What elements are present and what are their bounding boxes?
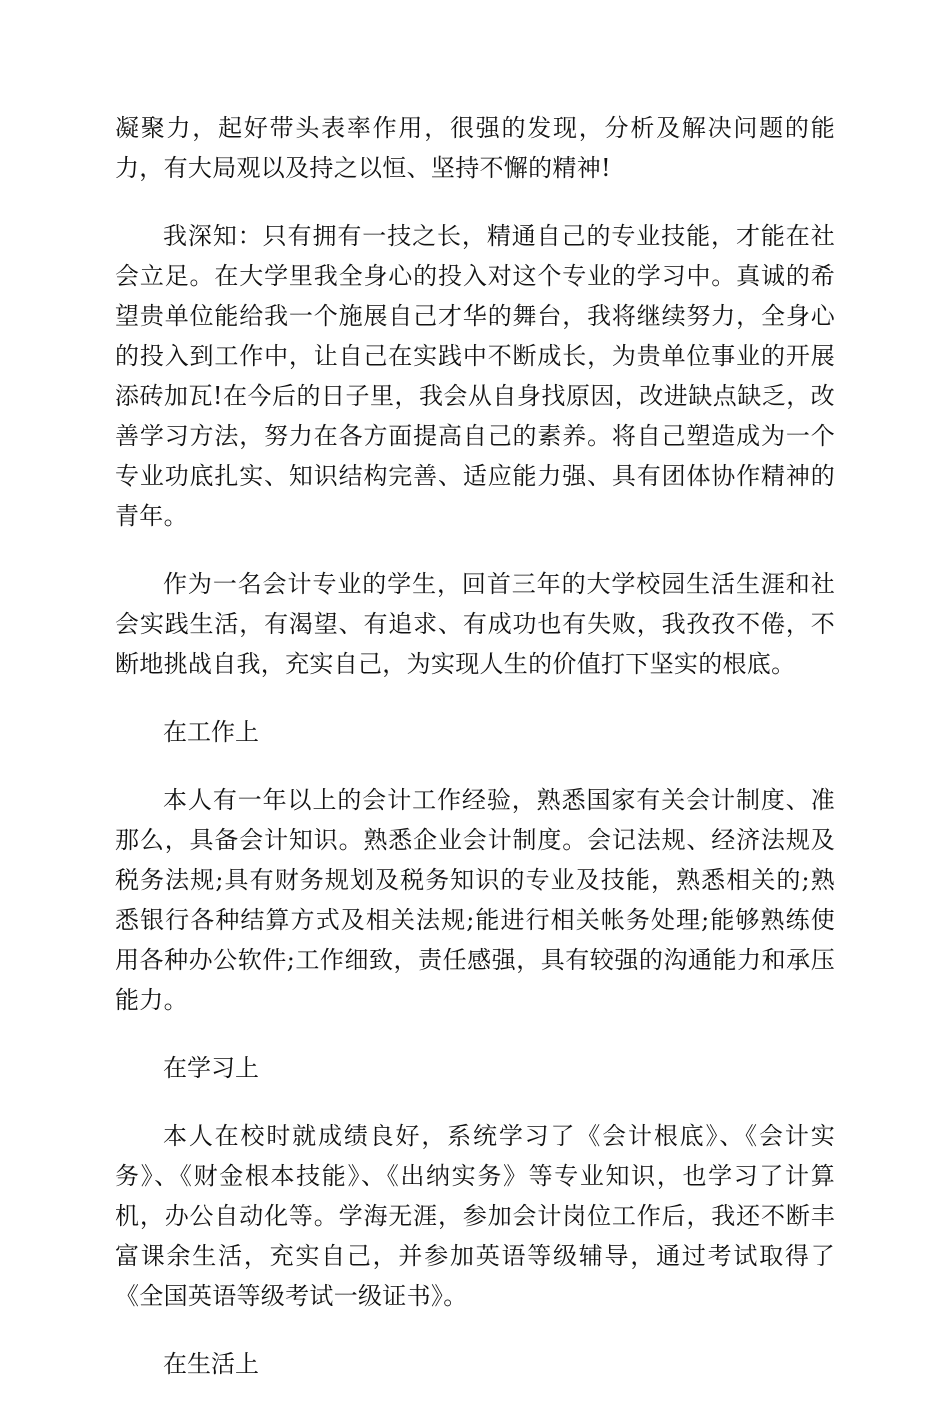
- paragraph-professional-skills: 我深知：只有拥有一技之长，精通自己的专业技能，才能在社会立足。在大学里我全身心的投入对这个专业的学习中。真诚的希望贵单位能给我一个施展自己才华的舞台，我将继续努力，全身心的投入到工作中，让自己在实践中不断成长，为贵单位事业的开展添砖加瓦!在今后的日子里，我会从自身找原因，改进缺点缺乏，改善学习方法，努力在各方面提高自己的素养。将自己塑造成为一个专业功底扎实、知识结构完善、适应能力强、具有团体协作精神的青年。: [115, 222, 835, 530]
- paragraph-study-experience: 本人在校时就成绩良好，系统学习了《会计根底》、《会计实务》、《财金根本技能》、《出纳实务》等专业知识，也学习了计算机，办公自动化等。学海无涯，参加会计岗位工作后，我还不断丰富课余生活，充实自己，并参加英语等级辅导，通过考试取得了《全国英语等级考试一级证书》。: [115, 1122, 835, 1310]
- paragraph-accounting-student: 作为一名会计专业的学生，回首三年的大学校园生活生涯和社会实践生活，有渴望、有追求、有成功也有失败，我孜孜不倦，不断地挑战自我，充实自己，为实现人生的价值打下坚实的根底。: [115, 570, 835, 678]
- paragraph-continued: 凝聚力，起好带头表率作用，很强的发现，分析及解决问题的能力，有大局观以及持之以恒、坚持不懈的精神!: [115, 114, 835, 182]
- section-heading-study: 在学习上: [163, 1054, 259, 1082]
- section-heading-life: 在生活上: [163, 1350, 259, 1378]
- document-body: [115, 108, 835, 1412]
- section-heading-work: 在工作上: [163, 718, 259, 746]
- paragraph-work-experience: 本人有一年以上的会计工作经验，熟悉国家有关会计制度、准那么，具备会计知识。熟悉企业会计制度。会记法规、经济法规及税务法规;具有财务规划及税务知识的专业及技能，熟悉相关的;熟悉银行各种结算方式及相关法规;能进行相关帐务处理;能够熟练使用各种办公软件;工作细致，责任感强，具有较强的沟通能力和承压能力。: [115, 786, 835, 1014]
